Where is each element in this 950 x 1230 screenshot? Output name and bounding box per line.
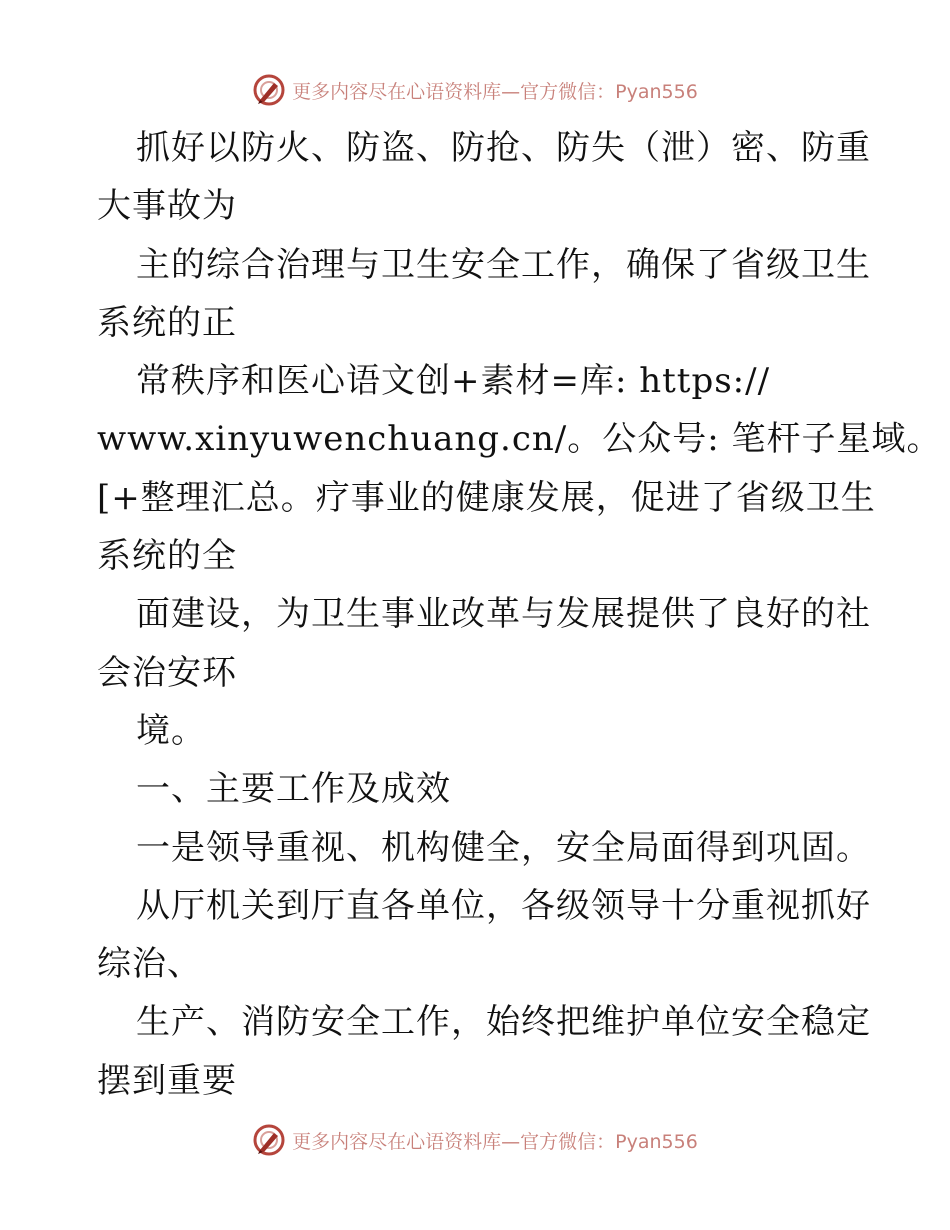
text-line: 常秩序和医心语文创+素材=库: https:// (136, 361, 771, 402)
text-line: 摆到重要 (97, 1060, 237, 1101)
text-line: 综治、 (97, 944, 202, 985)
watermark-text: 更多内容尽在心语资料库—官方微信：Pyan556 (292, 80, 698, 103)
text-line: 系统的正 (97, 302, 237, 343)
text-line: 从厅机关到厅直各单位，各级领导十分重视抓好 (136, 885, 871, 926)
text-line: 境。 (136, 710, 206, 751)
text-line: 主的综合治理与卫生安全工作，确保了省级卫生 (136, 244, 871, 285)
section-heading: 一、主要工作及成效 (136, 769, 451, 810)
text-line: www.xinyuwenchuang.cn/。公众号: 笔杆子星域。 (97, 419, 942, 460)
pen-logo-icon (252, 1123, 286, 1157)
text-line: 面建设，为卫生事业改革与发展提供了良好的社 (136, 594, 871, 635)
pen-logo-icon (252, 73, 286, 107)
text-line: 大事故为 (97, 186, 237, 227)
footer-watermark (0, 1120, 950, 1160)
text-line: 会治安环 (97, 652, 237, 693)
header-watermark (0, 70, 950, 110)
text-line: 系统的全 (97, 536, 237, 577)
text-line: 一是领导重视、机构健全，安全局面得到巩固。 (136, 827, 871, 868)
document-body (97, 119, 942, 1110)
watermark-text: 更多内容尽在心语资料库—官方微信：Pyan556 (292, 1130, 698, 1153)
text-line: [+整理汇总。疗事业的健康发展，促进了省级卫生 (97, 477, 876, 518)
text-line: 抓好以防火、防盗、防抢、防失（泄）密、防重 (136, 128, 871, 168)
text-line: 生产、消防安全工作，始终把维护单位安全稳定 (136, 1002, 871, 1043)
